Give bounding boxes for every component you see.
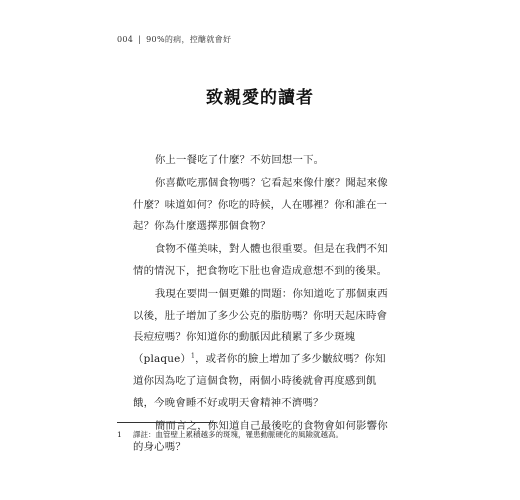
- paragraph-4-text: 我現在要問一個更難的問題：你知道吃了那個東西以後，肚子增加了多少公克的脂肪嗎？你明天起床時會長痘痘嗎？你知道你的動脈因此積累了多少斑塊（plaque）: [133, 287, 388, 366]
- footnote-number: 1: [117, 430, 122, 439]
- paragraph-3: 食物不僅美味，對人體也很重要。但是在我們不知情的情況下，把食物吃下肚也會造成意想不到的後果。: [133, 243, 388, 277]
- paragraph-2: 你喜歡吃那個食物嗎？它看起來像什麼？聞起來像什麼？味道如何？你吃的時候，人在哪裡？你和誰在一起？你為什麼選擇那個食物？: [133, 176, 388, 233]
- footnote-divider: [117, 422, 216, 423]
- page-number: 004: [117, 35, 134, 44]
- paragraph-4-continued: ，或者你的臉上增加了多少皺紋嗎？你知道你因為吃了這個食物，兩個小時後就會再度感到飢餓，今晚會睡不好或明天會精神不濟嗎？: [133, 353, 386, 409]
- footnote-reference: 1: [191, 352, 196, 360]
- body-text: [133, 150, 391, 459]
- paragraph-1: 你上一餐吃了什麼？不妨回想一下。: [154, 154, 325, 166]
- paragraph-4: [133, 284, 391, 415]
- header-separator: |: [138, 35, 142, 44]
- book-title: 90%的病，控醣就會好: [146, 35, 232, 44]
- chapter-title: 致親愛的讀者: [206, 88, 314, 108]
- running-header: [117, 34, 231, 45]
- footnote-text: 譯註：血管壁上累積越多的斑塊，罹患動脈硬化的風險就越高。: [133, 430, 343, 439]
- paragraph-5: 簡而言之，你知道自己最後吃的食物會如何影響你的身心嗎？: [133, 419, 388, 454]
- footnote: [117, 429, 417, 440]
